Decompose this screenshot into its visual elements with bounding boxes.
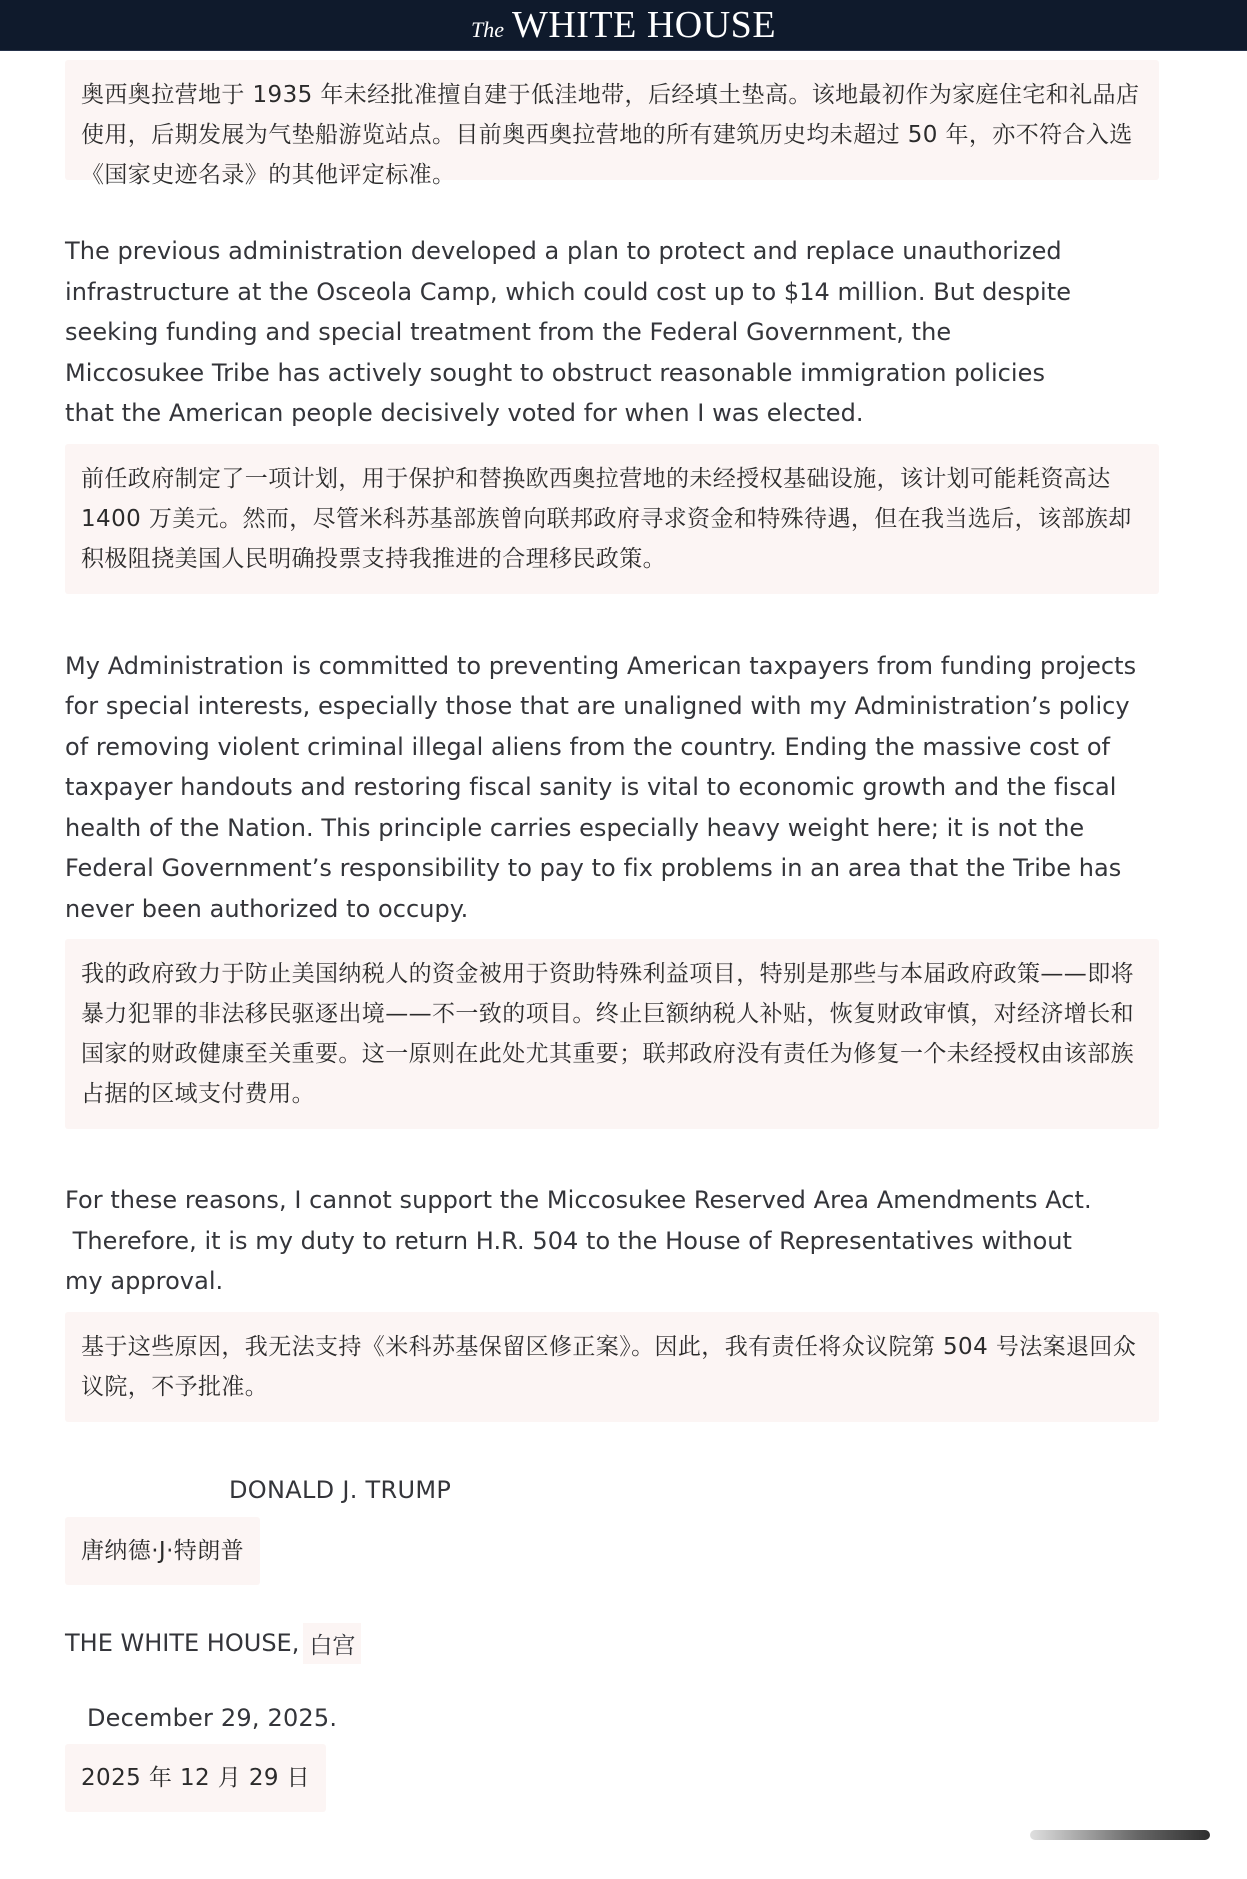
white-house-logo[interactable] — [471, 3, 776, 47]
translation-block-3 — [65, 939, 1159, 1129]
watermark-bar — [1030, 1830, 1210, 1840]
translation-text: 基于这些原因，我无法支持《米科苏基保留区修正案》。因此，我有责任将众议院第 504 号法案退回众议院，不予批准。 — [81, 1333, 1137, 1400]
paragraph-2-en: The previous administration developed a plan to protect and replace unauthorized infrastructure at the Osceola Camp, which could cost up to $14 million. But despite seeking funding and special treatment from the Federal Government, the Miccosukee Tribe has actively sought to obstruct reasonable immigration policies that the American people decisively voted for when I was elected. — [65, 237, 1072, 427]
translation-text: 奥西奥拉营地于 1935 年未经批准擅自建于低洼地带，后经填土垫高。该地最初作为家庭住宅和礼品店使用，后期发展为气垫船游览站点。目前奥西奥拉营地的所有建筑历史均未超过 50 年，亦不符合入选《国家史迹名录》的其他评定标准。 — [81, 82, 1140, 188]
translation-block-4 — [65, 1312, 1159, 1422]
translation-block-2 — [65, 444, 1159, 594]
translation-text: 前任政府制定了一项计划，用于保护和替换欧西奥拉营地的未经授权基础设施，该计划可能耗资高达 1400 万美元。然而，尽管米科苏基部族曾向联邦政府寻求资金和特殊待遇，但在我当选后，该部族却积极阻挠美国人民明确投票支持我推进的合理移民政策。 — [81, 465, 1132, 572]
logo-name: WHITE HOUSE — [511, 4, 777, 46]
translation-text: 我的政府致力于防止美国纳税人的资金被用于资助特殊利益项目，特别是那些与本届政府政策——即将暴力犯罪的非法移民驱逐出境——不一致的项目。终止巨额纳税人补贴，恢复财政审慎，对经济增长和国家的财政健康至关重要。这一原则在此处尤其重要；联邦政府没有责任为修复一个未经授权由该部族占据的区域支付费用。 — [81, 961, 1134, 1107]
site-header — [0, 0, 1247, 51]
date-zh — [65, 1744, 326, 1812]
paragraph-4-line-3: my approval. — [65, 1267, 224, 1295]
translation-text: 唐纳德·J·特朗普 — [81, 1537, 245, 1564]
place-zh: 白宫 — [303, 1623, 361, 1664]
watermark — [1030, 1823, 1220, 1847]
date-en: December 29, 2025. — [87, 1703, 338, 1732]
place-en: THE WHITE HOUSE, — [65, 1629, 300, 1657]
place-line — [65, 1623, 1159, 1664]
signature-zh — [65, 1517, 260, 1585]
paragraph-4-line-2: Therefore, it is my duty to return H.R. 504 to the House of Representatives without — [65, 1226, 1073, 1255]
signature-en: DONALD J. TRUMP — [229, 1475, 452, 1504]
paragraph-4-en — [65, 1180, 1159, 1302]
paragraph-4-line-1: For these reasons, I cannot support the Miccosukee Reserved Area Amendments Act. — [65, 1186, 1092, 1214]
paragraph-3-en: My Administration is committed to preventing American taxpayers from funding projects for special interests, especially those that are unaligned with my Administration’s policy of removing violent criminal illegal aliens from the country. Ending the massive cost of taxpayer handouts and restoring fiscal sanity is vital to economic growth and the fiscal health of the Nation. This principle carries especially heavy weight here; it is not the Federal Government’s responsibility to pay to fix problems in an area that the Tribe has never been authorized to occupy. — [65, 651, 1137, 923]
document-body — [65, 50, 1159, 1812]
logo-prefix: The — [470, 17, 504, 42]
translation-text: 2025 年 12 月 29 日 — [81, 1764, 311, 1791]
translation-block-1 — [65, 60, 1159, 188]
